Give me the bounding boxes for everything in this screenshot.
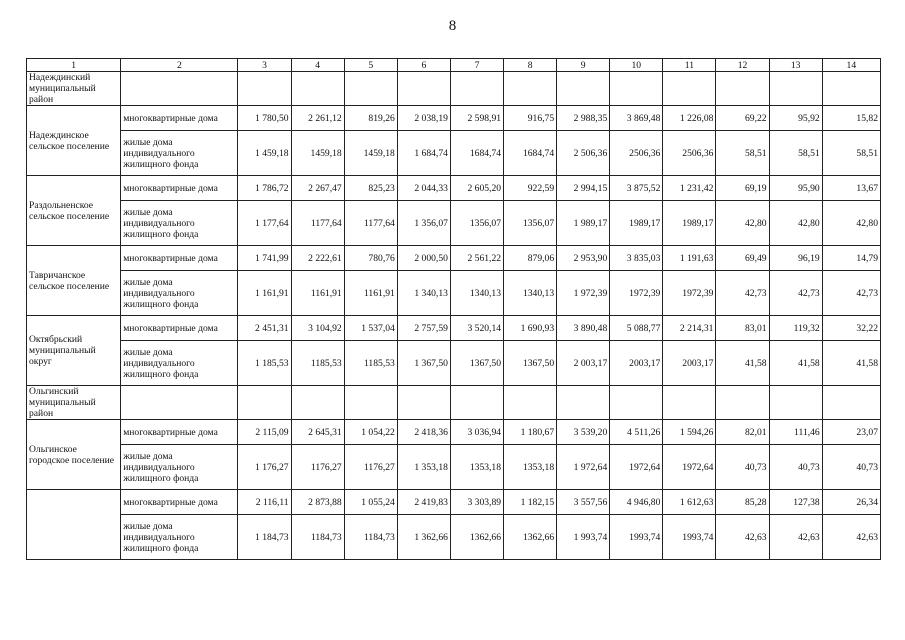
- empty-cell: [450, 386, 503, 420]
- empty-cell: [291, 72, 344, 106]
- column-number-4: 4: [291, 59, 344, 72]
- municipality-name: Надеждинский муниципальный район: [27, 72, 121, 106]
- value-cell: 1356,07: [450, 201, 503, 246]
- empty-cell: [557, 386, 610, 420]
- value-cell: 2 261,12: [291, 106, 344, 131]
- value-cell: 14,79: [822, 246, 880, 271]
- value-cell: 95,90: [769, 176, 822, 201]
- empty-cell: [557, 72, 610, 106]
- empty-cell: [822, 386, 880, 420]
- column-number-8: 8: [504, 59, 557, 72]
- value-cell: 1161,91: [291, 271, 344, 316]
- empty-cell: [344, 72, 397, 106]
- value-cell: 58,51: [716, 131, 769, 176]
- empty-cell: [344, 386, 397, 420]
- value-cell: 1 993,74: [557, 515, 610, 560]
- empty-cell: [610, 72, 663, 106]
- table-row: [27, 72, 881, 106]
- value-cell: 1 367,50: [397, 341, 450, 386]
- value-cell: 916,75: [504, 106, 557, 131]
- value-cell: 42,73: [822, 271, 880, 316]
- value-cell: 1972,64: [663, 445, 716, 490]
- value-cell: 1 684,74: [397, 131, 450, 176]
- value-cell: 2 222,61: [291, 246, 344, 271]
- tariff-table: [26, 58, 881, 560]
- value-cell: 40,73: [769, 445, 822, 490]
- value-cell: 1972,39: [610, 271, 663, 316]
- table-row: [27, 386, 881, 420]
- municipality-name: Октябрьский муниципальный округ: [27, 316, 121, 386]
- municipality-name: [27, 490, 121, 560]
- empty-cell: [397, 386, 450, 420]
- value-cell: 1 226,08: [663, 106, 716, 131]
- value-cell: 1176,27: [291, 445, 344, 490]
- housing-type-individual: жилые дома индивидуального жилищного фонда: [121, 445, 238, 490]
- value-cell: 1340,13: [450, 271, 503, 316]
- empty-cell: [238, 72, 291, 106]
- empty-cell: [716, 72, 769, 106]
- value-cell: 1 780,50: [238, 106, 291, 131]
- value-cell: 3 835,03: [610, 246, 663, 271]
- value-cell: 1993,74: [610, 515, 663, 560]
- value-cell: 2 267,47: [291, 176, 344, 201]
- table-row: [27, 201, 881, 246]
- table-row: [27, 341, 881, 386]
- value-cell: 2 044,33: [397, 176, 450, 201]
- value-cell: 5 088,77: [610, 316, 663, 341]
- table-body: [27, 72, 881, 560]
- value-cell: 32,22: [822, 316, 880, 341]
- value-cell: 127,38: [769, 490, 822, 515]
- value-cell: 1972,64: [610, 445, 663, 490]
- value-cell: 1 055,24: [344, 490, 397, 515]
- value-cell: 42,63: [716, 515, 769, 560]
- empty-cell: [291, 386, 344, 420]
- value-cell: 1 177,64: [238, 201, 291, 246]
- value-cell: 1176,27: [344, 445, 397, 490]
- value-cell: 1353,18: [504, 445, 557, 490]
- value-cell: 1 180,67: [504, 420, 557, 445]
- value-cell: 1 972,39: [557, 271, 610, 316]
- value-cell: 1 594,26: [663, 420, 716, 445]
- value-cell: 58,51: [769, 131, 822, 176]
- value-cell: 1 184,73: [238, 515, 291, 560]
- value-cell: 1340,13: [504, 271, 557, 316]
- table-row: [27, 316, 881, 341]
- value-cell: 2 214,31: [663, 316, 716, 341]
- value-cell: 2003,17: [610, 341, 663, 386]
- column-number-9: 9: [557, 59, 610, 72]
- empty-cell: [450, 72, 503, 106]
- value-cell: 2 506,36: [557, 131, 610, 176]
- empty-cell: [769, 386, 822, 420]
- value-cell: 1972,39: [663, 271, 716, 316]
- value-cell: 42,80: [716, 201, 769, 246]
- value-cell: 3 875,52: [610, 176, 663, 201]
- value-cell: 1362,66: [504, 515, 557, 560]
- value-cell: 2 000,50: [397, 246, 450, 271]
- municipality-name: Ольгинское городское поселение: [27, 420, 121, 490]
- value-cell: 1 612,63: [663, 490, 716, 515]
- value-cell: 42,63: [822, 515, 880, 560]
- column-number-11: 11: [663, 59, 716, 72]
- value-cell: 879,06: [504, 246, 557, 271]
- value-cell: 3 890,48: [557, 316, 610, 341]
- value-cell: 1 690,93: [504, 316, 557, 341]
- column-number-12: 12: [716, 59, 769, 72]
- value-cell: 2 953,90: [557, 246, 610, 271]
- value-cell: 1 054,22: [344, 420, 397, 445]
- column-number-5: 5: [344, 59, 397, 72]
- municipality-name: Надеждинское сельское поселение: [27, 106, 121, 176]
- value-cell: 42,80: [769, 201, 822, 246]
- value-cell: 40,73: [822, 445, 880, 490]
- value-cell: 1353,18: [450, 445, 503, 490]
- value-cell: 2003,17: [663, 341, 716, 386]
- value-cell: 111,46: [769, 420, 822, 445]
- value-cell: 2 418,36: [397, 420, 450, 445]
- housing-type-apartment: многоквартирные дома: [121, 246, 238, 271]
- value-cell: 2506,36: [610, 131, 663, 176]
- municipality-name: Ольгинский муниципальный район: [27, 386, 121, 420]
- column-number-10: 10: [610, 59, 663, 72]
- column-number-14: 14: [822, 59, 880, 72]
- value-cell: 1185,53: [291, 341, 344, 386]
- value-cell: 2 873,88: [291, 490, 344, 515]
- value-cell: 69,49: [716, 246, 769, 271]
- value-cell: 1367,50: [450, 341, 503, 386]
- value-cell: 96,19: [769, 246, 822, 271]
- housing-type-individual: жилые дома индивидуального жилищного фонда: [121, 271, 238, 316]
- value-cell: 1 353,18: [397, 445, 450, 490]
- value-cell: 1 161,91: [238, 271, 291, 316]
- value-cell: 1 231,42: [663, 176, 716, 201]
- value-cell: 1989,17: [663, 201, 716, 246]
- value-cell: 1 176,27: [238, 445, 291, 490]
- value-cell: 82,01: [716, 420, 769, 445]
- empty-cell: [121, 72, 238, 106]
- value-cell: 2 561,22: [450, 246, 503, 271]
- value-cell: 3 520,14: [450, 316, 503, 341]
- table-row: [27, 271, 881, 316]
- value-cell: 1177,64: [291, 201, 344, 246]
- value-cell: 1356,07: [504, 201, 557, 246]
- value-cell: 2 994,15: [557, 176, 610, 201]
- value-cell: 1459,18: [291, 131, 344, 176]
- value-cell: 1459,18: [344, 131, 397, 176]
- value-cell: 2 116,11: [238, 490, 291, 515]
- empty-cell: [121, 386, 238, 420]
- value-cell: 1684,74: [450, 131, 503, 176]
- value-cell: 1 741,99: [238, 246, 291, 271]
- housing-type-apartment: многоквартирные дома: [121, 490, 238, 515]
- table-row: [27, 106, 881, 131]
- value-cell: 2 115,09: [238, 420, 291, 445]
- value-cell: 1161,91: [344, 271, 397, 316]
- value-cell: 1 459,18: [238, 131, 291, 176]
- value-cell: 1367,50: [504, 341, 557, 386]
- value-cell: 1684,74: [504, 131, 557, 176]
- empty-cell: [769, 72, 822, 106]
- column-number-3: 3: [238, 59, 291, 72]
- municipality-name: Тавричанское сельское поселение: [27, 246, 121, 316]
- value-cell: 40,73: [716, 445, 769, 490]
- value-cell: 1989,17: [610, 201, 663, 246]
- table-row: [27, 246, 881, 271]
- empty-cell: [397, 72, 450, 106]
- empty-cell: [716, 386, 769, 420]
- empty-cell: [238, 386, 291, 420]
- housing-type-apartment: многоквартирные дома: [121, 176, 238, 201]
- value-cell: 3 539,20: [557, 420, 610, 445]
- value-cell: 2 605,20: [450, 176, 503, 201]
- column-number-6: 6: [397, 59, 450, 72]
- housing-type-individual: жилые дома индивидуального жилищного фонда: [121, 515, 238, 560]
- value-cell: 3 869,48: [610, 106, 663, 131]
- page-number: 8: [448, 18, 457, 34]
- value-cell: 1184,73: [291, 515, 344, 560]
- value-cell: 13,67: [822, 176, 880, 201]
- value-cell: 1 537,04: [344, 316, 397, 341]
- value-cell: 2506,36: [663, 131, 716, 176]
- value-cell: 1 191,63: [663, 246, 716, 271]
- value-cell: 819,26: [344, 106, 397, 131]
- table-row: [27, 515, 881, 560]
- value-cell: 922,59: [504, 176, 557, 201]
- value-cell: 4 511,26: [610, 420, 663, 445]
- table-row: [27, 490, 881, 515]
- value-cell: 1 972,64: [557, 445, 610, 490]
- value-cell: 69,22: [716, 106, 769, 131]
- value-cell: 1177,64: [344, 201, 397, 246]
- column-number-1: 1: [27, 59, 121, 72]
- value-cell: 41,58: [716, 341, 769, 386]
- value-cell: 85,28: [716, 490, 769, 515]
- value-cell: 41,58: [822, 341, 880, 386]
- table-row: [27, 131, 881, 176]
- column-number-13: 13: [769, 59, 822, 72]
- value-cell: 69,19: [716, 176, 769, 201]
- value-cell: 1184,73: [344, 515, 397, 560]
- value-cell: 41,58: [769, 341, 822, 386]
- column-number-7: 7: [450, 59, 503, 72]
- value-cell: 2 598,91: [450, 106, 503, 131]
- value-cell: 2 419,83: [397, 490, 450, 515]
- value-cell: 1 182,15: [504, 490, 557, 515]
- value-cell: 95,92: [769, 106, 822, 131]
- value-cell: 2 645,31: [291, 420, 344, 445]
- value-cell: 825,23: [344, 176, 397, 201]
- value-cell: 1185,53: [344, 341, 397, 386]
- value-cell: 1 786,72: [238, 176, 291, 201]
- table-row: [27, 445, 881, 490]
- empty-cell: [822, 72, 880, 106]
- value-cell: 1 989,17: [557, 201, 610, 246]
- value-cell: 2 003,17: [557, 341, 610, 386]
- value-cell: 1362,66: [450, 515, 503, 560]
- empty-cell: [610, 386, 663, 420]
- value-cell: 83,01: [716, 316, 769, 341]
- table-row: [27, 420, 881, 445]
- empty-cell: [504, 72, 557, 106]
- value-cell: 3 303,89: [450, 490, 503, 515]
- value-cell: 42,73: [716, 271, 769, 316]
- value-cell: 1 356,07: [397, 201, 450, 246]
- value-cell: 42,73: [769, 271, 822, 316]
- value-cell: 15,82: [822, 106, 880, 131]
- column-number-row: [27, 59, 881, 72]
- empty-cell: [504, 386, 557, 420]
- value-cell: 1 340,13: [397, 271, 450, 316]
- municipality-name: Раздольненское сельское поселение: [27, 176, 121, 246]
- housing-type-individual: жилые дома индивидуального жилищного фонда: [121, 201, 238, 246]
- value-cell: 2 038,19: [397, 106, 450, 131]
- empty-cell: [663, 72, 716, 106]
- value-cell: 780,76: [344, 246, 397, 271]
- value-cell: 3 036,94: [450, 420, 503, 445]
- housing-type-apartment: многоквартирные дома: [121, 106, 238, 131]
- value-cell: 1993,74: [663, 515, 716, 560]
- value-cell: 1 362,66: [397, 515, 450, 560]
- value-cell: 119,32: [769, 316, 822, 341]
- value-cell: 26,34: [822, 490, 880, 515]
- value-cell: 58,51: [822, 131, 880, 176]
- value-cell: 3 557,56: [557, 490, 610, 515]
- column-number-2: 2: [121, 59, 238, 72]
- housing-type-individual: жилые дома индивидуального жилищного фонда: [121, 131, 238, 176]
- housing-type-individual: жилые дома индивидуального жилищного фонда: [121, 341, 238, 386]
- empty-cell: [663, 386, 716, 420]
- value-cell: 1 185,53: [238, 341, 291, 386]
- value-cell: 42,80: [822, 201, 880, 246]
- value-cell: 4 946,80: [610, 490, 663, 515]
- value-cell: 2 757,59: [397, 316, 450, 341]
- housing-type-apartment: многоквартирные дома: [121, 420, 238, 445]
- value-cell: 23,07: [822, 420, 880, 445]
- housing-type-apartment: многоквартирные дома: [121, 316, 238, 341]
- table-row: [27, 176, 881, 201]
- value-cell: 3 104,92: [291, 316, 344, 341]
- value-cell: 42,63: [769, 515, 822, 560]
- value-cell: 2 988,35: [557, 106, 610, 131]
- value-cell: 2 451,31: [238, 316, 291, 341]
